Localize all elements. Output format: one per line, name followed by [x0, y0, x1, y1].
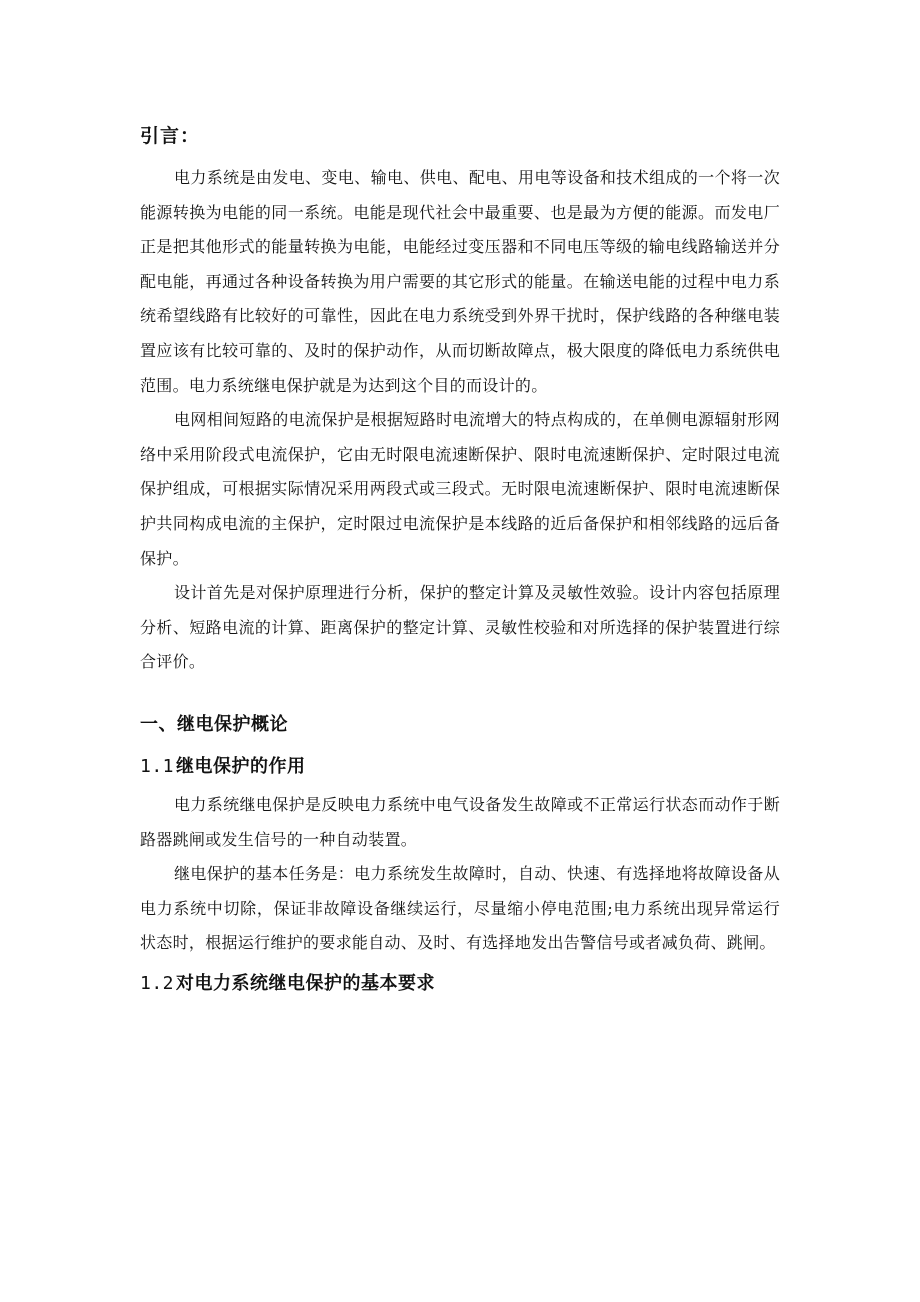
document-body [140, 121, 780, 1005]
section-number: 1.1 [140, 755, 175, 777]
section-paragraph: 继电保护的基本任务是：电力系统发生故障时，自动、快速、有选择地将故障设备从电力系统中切除，保证非故障设备继续运行，尽量缩小停电范围;电力系统出现异常运行状态时，根据运行维护的要求能自动、及时、有选择地发出告警信号或者减负荷、跳闸。 [140, 864, 780, 953]
intro-heading: 引言： [140, 125, 201, 147]
section-heading-1-2 [140, 969, 780, 999]
intro-paragraph: 电网相间短路的电流保护是根据短路时电流增大的特点构成的，在单侧电源辐射形网络中采用阶段式电流保护，它由无时限电流速断保护、限时电流速断保护、定时限过电流保护组成，可根据实际情况采用两段式或三段式。无时限电流速断保护、限时电流速断保护共同构成电流的主保护，定时限过电流保护是本线路的近后备保护和相邻线路的远后备保护。 [140, 410, 780, 568]
section-title: 继电保护的作用 [176, 755, 306, 777]
section-paragraph: 电力系统继电保护是反映电力系统中电气设备发生故障或不正常运行状态而动作于断路器跳闸或发生信号的一种自动装置。 [140, 794, 780, 849]
intro-paragraph: 设计首先是对保护原理进行分析，保护的整定计算及灵敏性效验。设计内容包括原理分析、短路电流的计算、距离保护的整定计算、灵敏性校验和对所选择的保护装置进行综合评价。 [140, 583, 780, 672]
section-title: 对电力系统继电保护的基本要求 [176, 972, 436, 994]
intro-paragraph: 电力系统是由发电、变电、输电、供电、配电、用电等设备和技术组成的一个将一次能源转换为电能的同一系统。电能是现代社会中最重要、也是最为方便的能源。而发电厂正是把其他形式的能量转换为电能，电能经过变压器和不同电压等级的输电线路输送并分配电能，再通过各种设备转换为用户需要的其它形式的能量。在输送电能的过程中电力系统希望线路有比较好的可靠性，因此在电力系统受到外界干扰时，保护线路的各种继电装置应该有比较可靠的、及时的保护动作，从而切断故障点，极大限度的降低电力系统供电范围。电力系统继电保护就是为达到这个目的而设计的。 [140, 168, 780, 395]
section-heading-1-1 [140, 752, 780, 782]
section-number: 1.2 [140, 972, 175, 994]
chapter-heading: 一、继电保护概论 [140, 713, 288, 735]
